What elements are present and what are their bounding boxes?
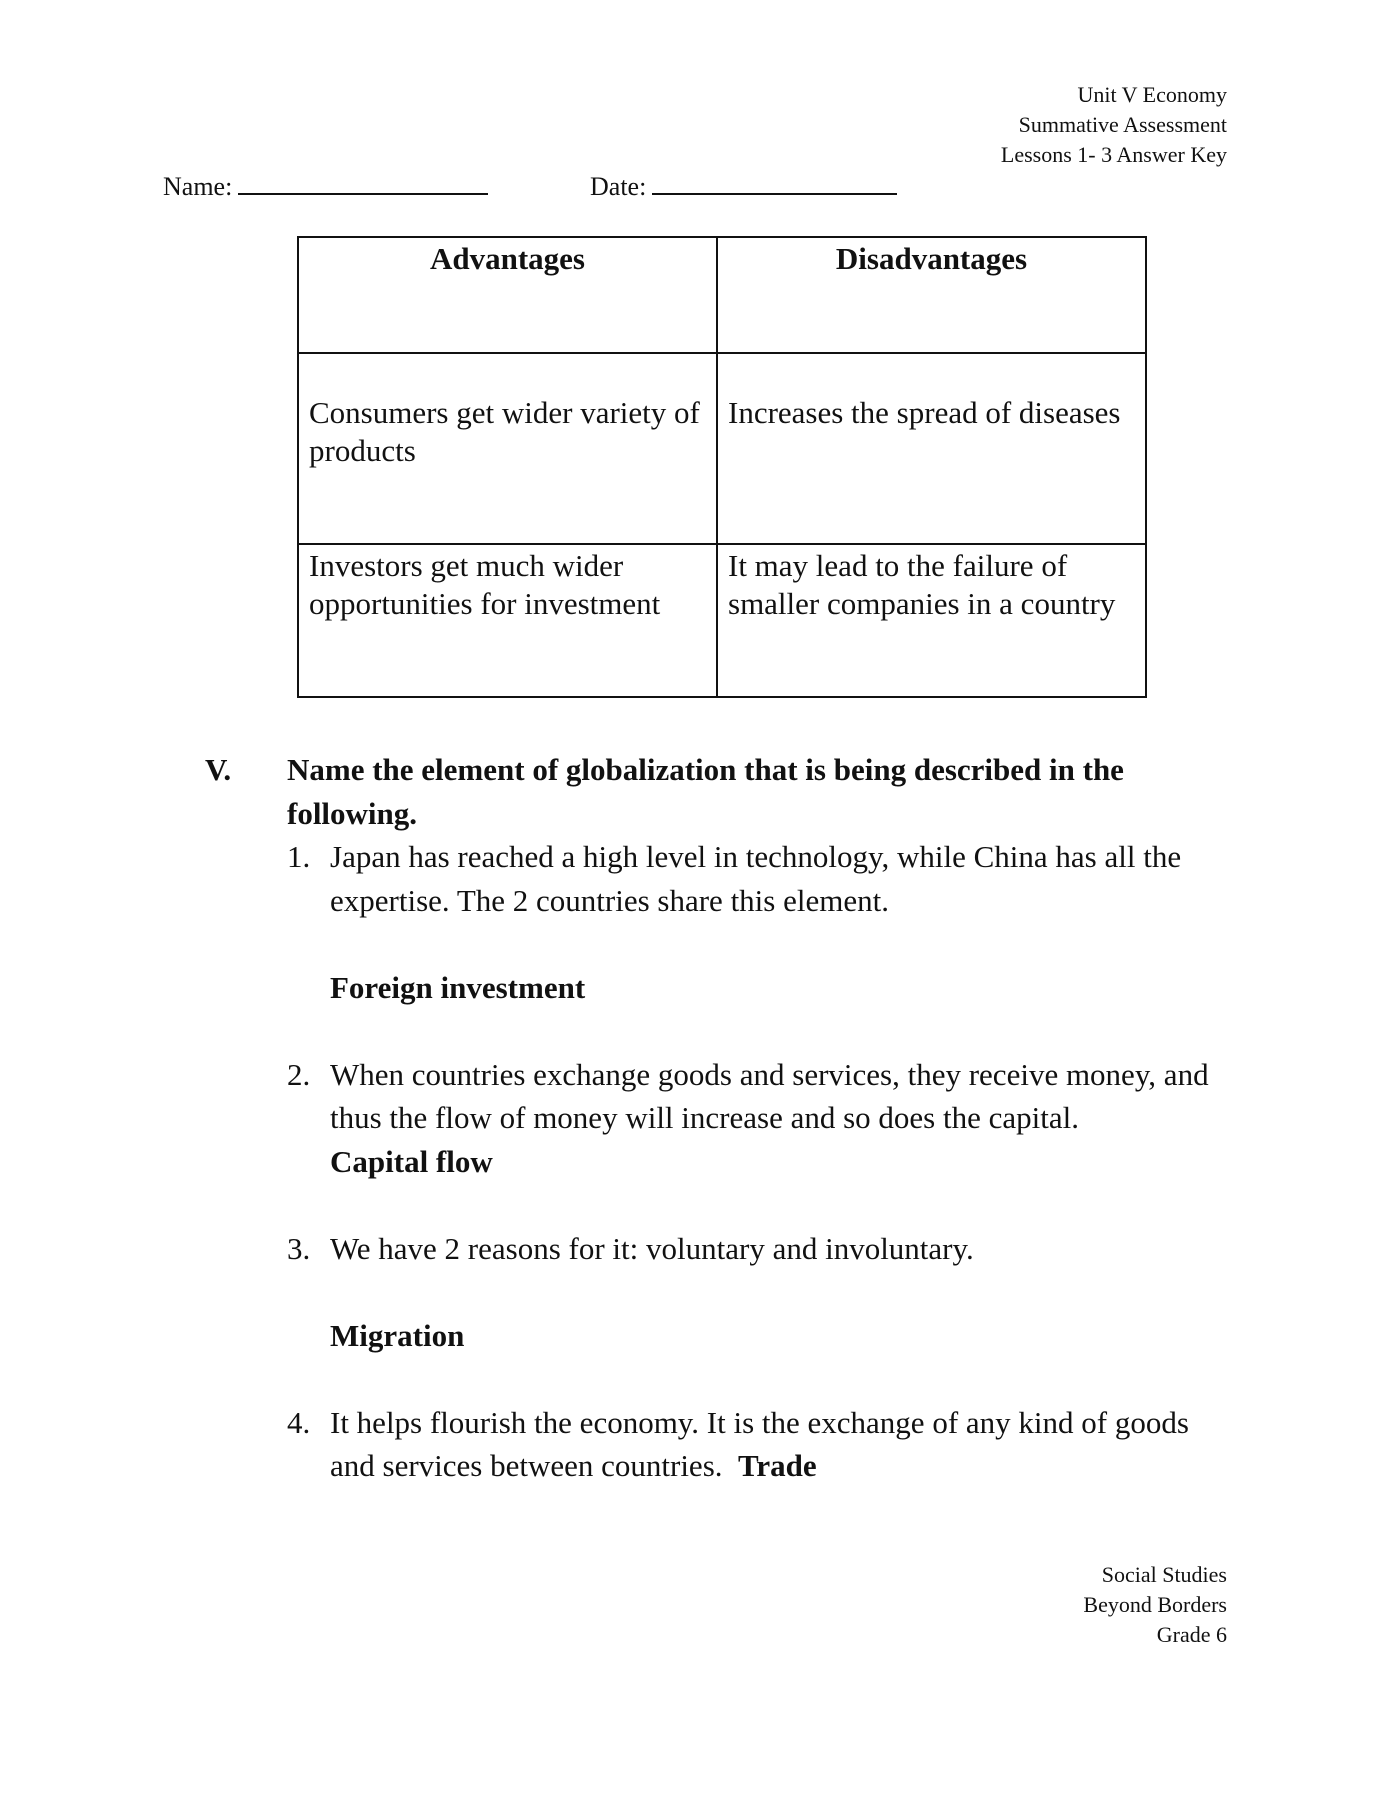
name-label: Name: [163, 172, 233, 201]
question-item [287, 1053, 1225, 1184]
question-text: When countries exchange goods and services, they receive money, and thus the flow of money will increase and so does the capital. [330, 1056, 1209, 1135]
question-item [287, 1401, 1225, 1488]
date-blank-line[interactable] [652, 173, 897, 195]
question-number: 4. [287, 1404, 311, 1440]
question-text: It helps flourish the economy. It is the exchange of any kind of goods and services between countries. [330, 1404, 1189, 1483]
column-header-disadvantages: Disadvantages [717, 237, 1146, 353]
date-label: Date: [590, 172, 647, 201]
section-heading: Name the element of globalization that is being described in the following. [287, 752, 1124, 831]
document-header [1001, 80, 1227, 170]
table-cell: It may lead to the failure of smaller companies in a country [717, 544, 1146, 697]
name-blank-line[interactable] [238, 173, 488, 195]
question-answer: Capital flow [330, 1143, 493, 1179]
date-field [590, 172, 897, 202]
table-row [298, 353, 1146, 544]
question-number: 2. [287, 1056, 311, 1092]
document-footer [1083, 1560, 1227, 1650]
question-number: 1. [287, 839, 311, 874]
header-assessment: Summative Assessment [1018, 112, 1227, 137]
question-text: Japan has reached a high level in technology, while China has all the expertise. The 2 countries share this element. [330, 839, 1182, 918]
table-cell: Increases the spread of diseases [717, 353, 1146, 544]
question-item [287, 1227, 1225, 1358]
question-answer: Trade [738, 1448, 817, 1483]
column-header-advantages: Advantages [298, 237, 717, 353]
footer-grade: Grade 6 [1156, 1622, 1227, 1647]
name-field [163, 172, 488, 202]
question-number: 3. [287, 1230, 311, 1266]
advantages-disadvantages-table [297, 236, 1147, 698]
table-row [298, 544, 1146, 697]
question-item [287, 835, 1225, 1009]
table-header-row [298, 237, 1146, 353]
header-unit: Unit V Economy [1077, 82, 1227, 107]
question-answer: Foreign investment [330, 969, 586, 1005]
header-lessons: Lessons 1- 3 Answer Key [1000, 142, 1227, 167]
section-numeral: V. [205, 752, 232, 787]
section-v [205, 748, 1225, 1488]
table-cell: Consumers get wider variety of products [298, 353, 717, 544]
question-text: We have 2 reasons for it: voluntary and involuntary. [330, 1230, 974, 1266]
footer-series: Beyond Borders [1083, 1592, 1227, 1617]
table-cell: Investors get much wider opportunities for investment [298, 544, 717, 697]
footer-subject: Social Studies [1101, 1562, 1227, 1587]
question-answer: Migration [330, 1317, 465, 1353]
